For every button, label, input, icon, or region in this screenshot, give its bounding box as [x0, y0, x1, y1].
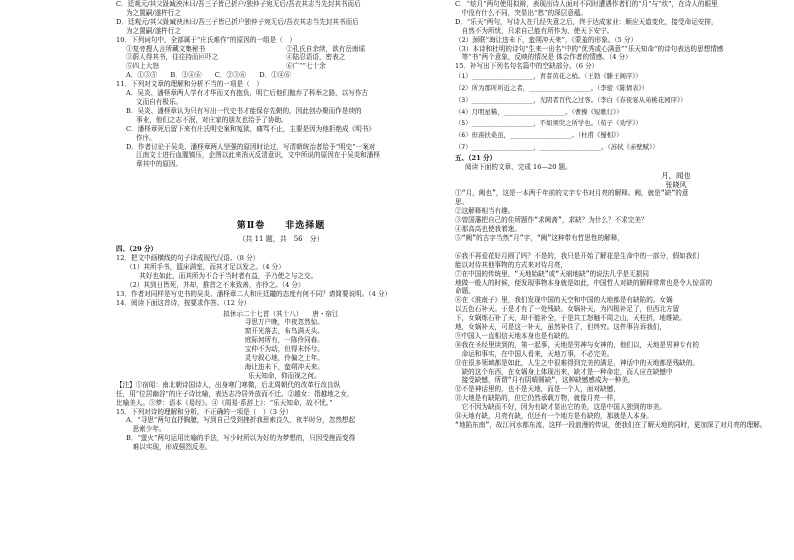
article-paragraph: ⑧在《淮南子》里，我们发现中国的天空和中国的大地都是有缺陷的。女娲	[455, 296, 673, 305]
part-2-subtitle: （共 11 题，共 56 分）	[238, 235, 324, 244]
option-c-line: 为之置嗣/遂杵行之	[126, 8, 181, 17]
fill-blank-item: （6）但羡扶桑虽，________________。（杜甫《蜀相》）	[455, 131, 623, 140]
q10-option: ④陆忍语语，密表之	[286, 53, 346, 62]
section-4-heading: 四、（29 分）	[116, 245, 158, 254]
article-paragraph: 下，女娲炼石补了天，却不能补全，于是共工怒触不周之山，天柱折，地维缺。	[455, 314, 686, 323]
option-d-line: D．廷观元/其父趾臧泱沐曰/吾三子皆已折户独仲子宛无后/吾衣其志当先封其书而后	[116, 17, 359, 26]
q11-line: 江南文士进行血腥镇压，企图以此来消灭反清意识，文中所说的原因在于吴炎和潘柽	[136, 151, 380, 160]
article-paragraph: “地陷东南”，故江河水都东流，这样一段浪漫的传说，使我们在了解天地的同时，更加深了对月亮的理解。	[455, 421, 767, 430]
option-line: 中没有什么不同，突显出“愁”的深层意蕴。	[455, 8, 588, 17]
option-line: C．“炫月”两句使用拟辩，表现出诗人面对不同时遭遇作者们的“月”与“炊”，在诗人的眼里	[455, 0, 718, 8]
poem-line: 寻思万户晚，中夜忽然惊。	[238, 318, 324, 327]
q10-option: ⑤四上大怒	[126, 62, 159, 71]
article-paragraph: ④那高高也使我着迷。	[455, 225, 521, 234]
poem-line: 灵兮叙心地，伶偏之上年。	[238, 354, 324, 363]
article-paragraph: ⑪在很多领域都是如此，人生之中很难得到完美的满足，神话中的天地都是残缺的。	[455, 358, 699, 367]
question-14-stem: 14．阅读下面这首诗，按要求作答。（12 分）	[116, 298, 251, 307]
q10-option: ⑥广“”七十余	[286, 62, 326, 71]
article-paragraph: 接受缺憾，所谓“月有阴晴圆缺”，这种缺憾感成为一种美。	[455, 376, 635, 385]
poem-line: 宝仲不为动，但得未怀兮。	[238, 345, 324, 354]
q10-option: ①复旁搜人言所藏文集秘书	[126, 44, 206, 53]
q12-item: 其好也如此，而其所为不合于当时者有益，予乃使之与之交。	[126, 271, 318, 280]
q12-item: （1）其所手书，篮床满室，而其才足以发之。（4 分）	[126, 263, 285, 272]
fill-blank-item: （1）________________，青者黄花之梢。（王勃《滕王阁序》）	[455, 72, 642, 81]
article-paragraph: ②这解释相当有趣。	[455, 207, 515, 216]
poem-note: 比喻美人。③梦：语本《易经》。④《周易·系辞上》：“乐天知命，故不忧。”	[116, 398, 333, 407]
q11-line: 事业，他们之志不泯，对庄家的朋友也给予了协助。	[136, 115, 288, 124]
question-10-options	[116, 45, 446, 72]
article-paragraph: ⑩我在圣经里读到的，第一起事，天地是男神与女神的，他们以，天地是男神专有的	[455, 340, 699, 349]
poem-note: 任，用“位居幽谷”的庄子诗比喻，表达志冷居外放而不迁。②越女：指越地之女，	[116, 389, 354, 398]
article-paragraph: 以五色石补天。于是才有了一处残缺。女娲补天，为四极补足了，但西北方留	[455, 305, 680, 314]
q15a-option: 思索少年。	[126, 425, 166, 434]
q15a-option: B．“萤火”两句运用比喻的手法，写少时所以为好的为梦想的，只因受挫而变得	[126, 434, 356, 443]
reading-intro: 阅读下面的文章，完成 16—20 题。	[465, 162, 572, 171]
q11-line: C．潘柽章死后留下来有庄氏明史案和冤狱，痛骂不止，主要是因为他拒绝成《明书》	[126, 124, 376, 133]
article-paragraph: 能以对待其他事物的方式来对待月亮，	[455, 260, 568, 269]
q11-line: A．吴炎、潘柽章两人学有才华而又有抱负，明亡后他们抛弃了科举之路，以写作古	[126, 89, 369, 98]
option-c-line: C．廷观元/其父趾臧泱沐曰/吾三子皆已折户/独仲子宛无后/吾衣其志当先封其书而后	[116, 0, 361, 8]
article-paragraph: ③曾国藩把自己的住所题作“求阙斋”，求缺？为什么？不求完美？	[455, 216, 648, 225]
option-d-line: 为之置嗣/遂杵行之	[126, 26, 181, 35]
poem-title: 拟休示二十七首（其十八） 唐・宿江	[223, 309, 339, 318]
q11-line: 文而自有极乐。	[136, 97, 183, 106]
poem-line: 海让违未下，蛮朔冲天来。	[238, 363, 324, 371]
poem-line: 庭际何所有，一陈伶同春。	[238, 336, 324, 345]
option-line: 等“书”两个意象，反映的情况是 体会作者的情感。（4 分）	[455, 53, 632, 62]
option-line: 自然不为所忧，只求自己能有所作为，使天下安宁。	[455, 26, 614, 35]
section-5-heading: 五、（21 分）	[455, 153, 497, 162]
part-2-title: 第Ⅱ卷 非选择题	[236, 221, 326, 232]
option-line: （3）本诗和杜明的诗句“生来一出名”中的“优秀或心满意”“乐天知命”的诗句表达的思想情感	[455, 44, 724, 53]
article-paragraph: 命运和事实，在中国人看来，天地万事，不必完美。	[455, 349, 614, 358]
article-paragraph: 地做一般人的时候，便发现事物本身就是如此，中国哲人对缺的解释常常也是令人惊喜的	[455, 278, 713, 287]
article-paragraph: ⑭天地有缺，月亮有缺，但还有一个地方是有缺的，那就是人本身。	[455, 412, 653, 421]
article-paragraph: ⑥我不再爱花好月圆了吗？不是的，我只是开始了解花是生命中的一部分，假如我们	[455, 251, 699, 260]
q10-option: ②孔氏自余续，欲有岳南谣	[286, 44, 366, 53]
article-paragraph: ⑦在中国的传统里，“天地始缺”或“天崩地缺”的说法几乎是无损同	[455, 269, 649, 278]
question-13: 13．作者对同样是写史书的吴炎、潘柽章二人和庄廷鑨的态度有何不同？请简要说明。（4 分）	[116, 289, 392, 298]
option-line: D．“乐天”两句，写诗人在几经失意之后，终于达成家业：顺应天道变化，接受命运安排，	[455, 17, 718, 26]
q11-line: B．吴炎、潘柽章认为只有写出一代史书才能保存先朝的，因此创办聚而作是续的	[126, 106, 362, 115]
article-paragraph: 它不因为缺而不好，因为有缺才显出它的美，这是中国人独到的审美。	[455, 403, 666, 412]
fill-blank-item: （3）________________，光阴者百代之过客。（李白《春夜宴从弟桃花园序》）	[455, 95, 687, 104]
question-15a-stem: 15．下列对诗的理解和分析，不正确的一项是（ ）（3 分）	[116, 407, 293, 416]
article-paragraph: 思。	[455, 198, 469, 207]
article-title: 月，闻也	[661, 171, 691, 180]
q10-option: ③蔚人得其书，往往持而叵吓之	[126, 53, 219, 62]
fill-blank-item: （2）所为那所所近之者，________________。（李密《陈情表》）	[455, 84, 649, 93]
article-paragraph: 缺的这个东西，在女娲身上体现出来，缺才是一种命定，而人应在缺憾中	[455, 367, 673, 376]
fill-blank-item: （7）________________，________________。（苏轼《赤壁赋》）	[455, 143, 659, 152]
q12-item: （2）其到日皆死，并却，推首之不来致善，亦伶之。（4 分）	[126, 280, 305, 289]
right-column	[455, 0, 777, 560]
poem-line: 窗开光落去，布鸟满天头。	[238, 327, 324, 336]
article-paragraph: ⑫不是神话里的，也不是天地，而是一个人，面对缺憾，	[455, 385, 620, 394]
article-paragraph: 地，女娲补天，可是这一补天，虽然补住了，但终究。这件事告诉我们，	[455, 323, 666, 332]
article-paragraph: ⑤“阙”的古字当然“月”字，“阙”这种带有哲思性的解释，	[455, 233, 624, 242]
q11-line: 章其中的原因。	[136, 160, 183, 169]
fill-blank-item: （5）________________，不如须臾之所学也。（荀子《劝学》）	[455, 119, 642, 128]
article-paragraph	[455, 243, 777, 252]
poem-line: 乐天知命，仰而视之何。	[241, 371, 321, 380]
left-column	[116, 0, 446, 560]
question-11-stem: 11．下列对文章的理解和分析不当的一项是（ ）	[116, 80, 263, 89]
question-10-answers: A．①③⑤ B．②④⑥ C．②③⑥ D．①④⑥	[126, 71, 292, 80]
q11-line: D．作者讨论于吴炎、潘柽章两人坚强的原因时论过，写清朝统治者给予“明史”一案对	[126, 142, 376, 151]
article-paragraph: ⑨中国人一直相信天地本身也是有缺的。	[455, 331, 574, 340]
article-paragraph: ⑬大地是有缺陷的，但它仍然承载万物，就像月亮一样，	[455, 394, 620, 403]
question-12-stem: 12．把文中画横线的句子译成现代汉语。（8 分）	[116, 254, 260, 263]
article-author: 张晓风	[665, 180, 687, 189]
poem-note: 【注】①宿昭：南北朝诗国诗人，出身寒门寒微，后北周朝代的改革行改良纵	[116, 380, 341, 389]
article-paragraph: ①“月，阙也”，这是一本两千年前的文字专书对月亮的解释。阙，就是“缺”的意	[455, 189, 689, 198]
article-paragraph: 命题。	[455, 287, 475, 296]
question-10-stem: 10．下列词句中，全部属于“庄氏难作”的原因的一组是（ ）	[116, 35, 296, 44]
question-15-stem: 15．补写出下列名句名篇中的空缺部分。（6 分）	[455, 62, 599, 71]
q15a-option: 难以实现，形成强烈反差。	[126, 443, 212, 452]
q15a-option: A．“寻思”两句直抒胸臆，写到自己受到挫折我思索良久，夜半时分，忽然想起	[126, 416, 356, 425]
fill-blank-item: （4）月明星稀，________________。（曹操《短歌行》）	[455, 107, 623, 116]
option-line: （2）颈联“海让违未下，蛮朔冲天来”，《蒙羞的形象。（5 分）	[455, 35, 638, 44]
q11-line: 作序。	[136, 133, 156, 142]
